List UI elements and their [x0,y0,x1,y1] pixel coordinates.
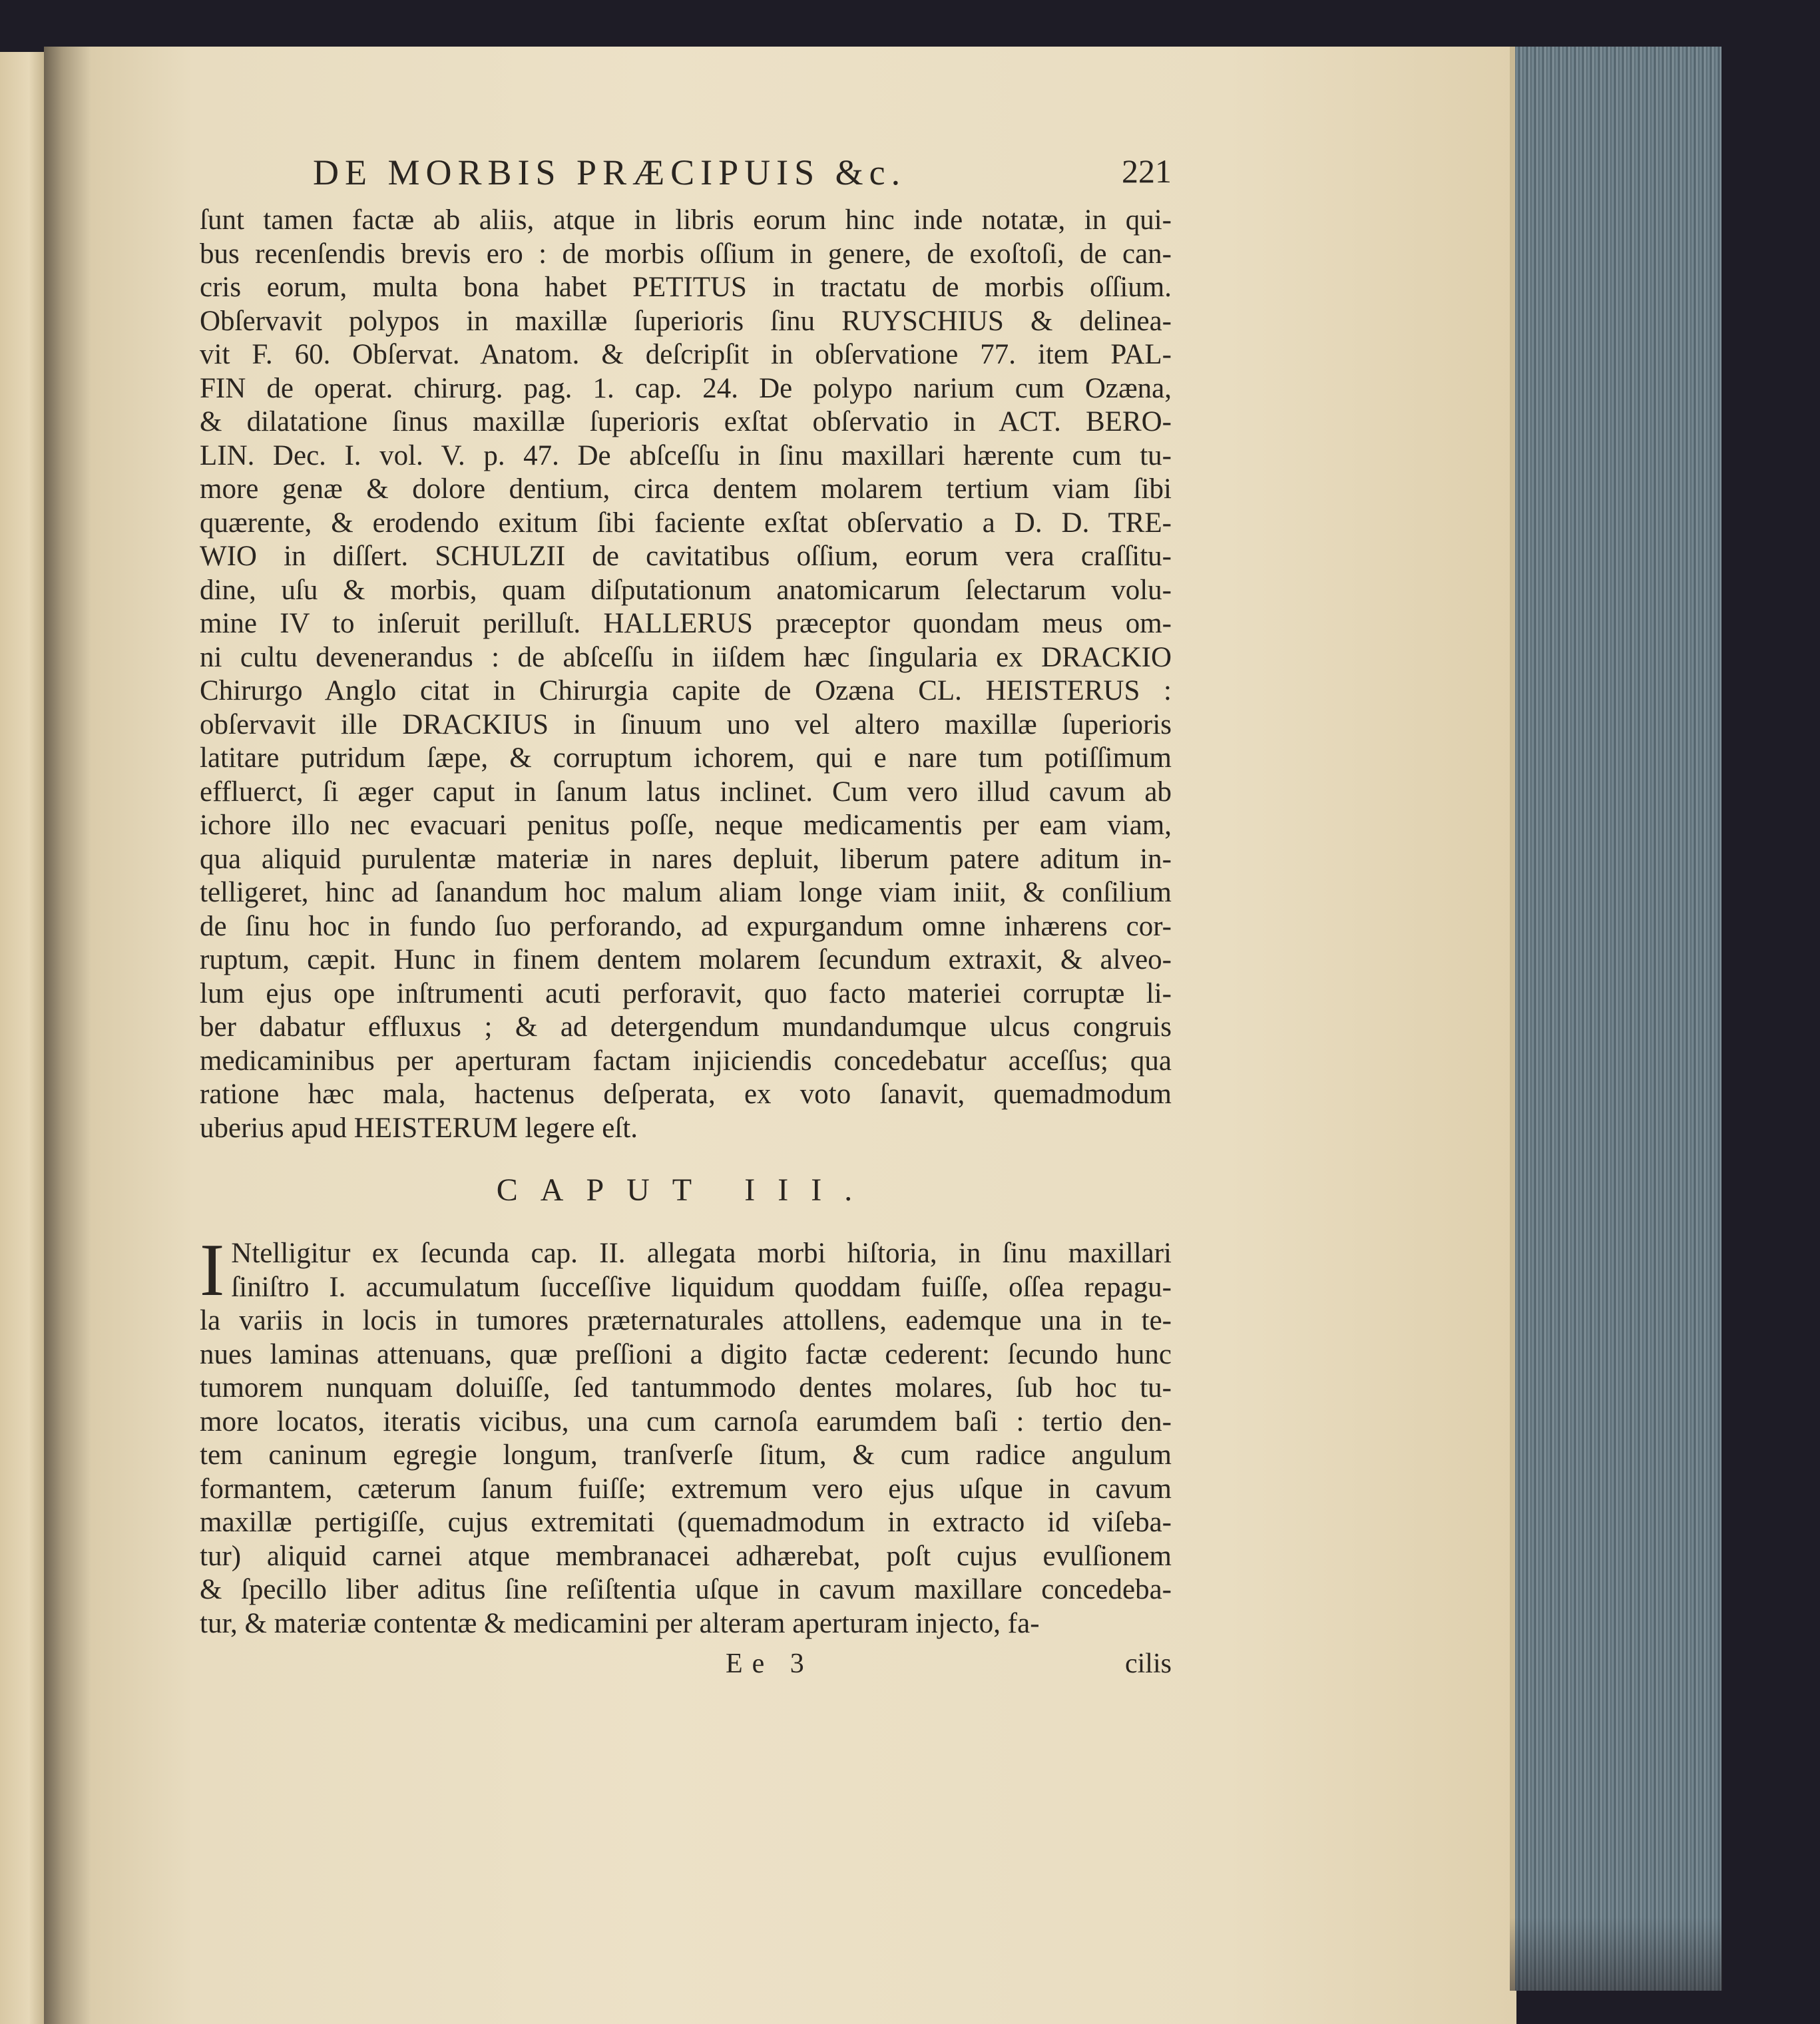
text-line: formantem, cæterum ſanum fuiſſe; extremum vero ejus uſque in cavum [200,1473,1172,1505]
drop-cap: I [200,1229,225,1312]
text-line: effluerct, ſi æger caput in ſanum latus inclinet. Cum vero illud cavum ab [200,776,1172,808]
text-line: maxillæ pertigiſſe, cujus extremitati (quemadmodum in extracto id viſeba- [200,1507,1172,1538]
text-line: ſiniſtro I. accumulatum ſucceſſive liquidum quoddam fuiſſe, oſſea repagu- [231,1271,1172,1303]
text-line: lum ejus ope inſtrumenti acuti perforavit, quo facto materiei corruptæ li- [200,977,1172,1009]
text-line: ruptum, cæpit. Hunc in finem dentem molarem ſecundum extraxit, & alveo- [200,944,1172,975]
chapter-heading: CAPUT III. [496,1172,875,1208]
running-title: DE MORBIS PRÆCIPUIS &c. [313,152,907,192]
text-line: qua aliquid purulentæ materiæ in nares depluit, liberum patere aditum in- [200,843,1172,875]
paragraph-1 [200,204,1172,1145]
text-line: ſunt tamen factæ ab aliis, atque in libris eorum hinc inde notatæ, in qui- [200,204,1172,236]
text-line: latitare putridum ſæpe, & corruptum ichorem, qui e nare tum potiſſimum [200,742,1172,774]
page-number: 221 [1122,152,1172,190]
text-line: FIN de operat. chirurg. pag. 1. cap. 24. De polypo narium cum Ozæna, [200,372,1172,404]
text-line: more locatos, iteratis vicibus, una cum carnoſa earumdem baſi : tertio den- [200,1405,1172,1437]
text-line: more genæ & dolore dentium, circa dentem molarem tertium viam ſibi [200,473,1172,505]
text-line: de ſinu hoc in fundo ſuo perforando, ad expurgandum omne inhærens cor- [200,910,1172,942]
text-line: & ſpecillo liber aditus ſine reſiſtentia uſque in cavum maxillare concedeba- [200,1574,1172,1605]
signature-mark: Ee 3 [726,1648,813,1679]
text-line: ichore illo nec evacuari penitus poſſe, neque medicamentis per eam viam, [200,810,1172,841]
text-line: tur, & materiæ contentæ & medicamini per alteram aperturam injecto, fa- [200,1607,1040,1639]
text-line: WIO in diſſert. SCHULZII de cavitatibus oſſium, eorum vera craſſitu- [200,541,1172,572]
text-line: & dilatatione ſinus maxillæ ſuperioris exſtat obſervatio in ACT. BERO- [200,406,1172,437]
text-line: ni cultu devenerandus : de abſceſſu in iiſdem hæc ſingularia ex DRACKIO [200,641,1172,673]
running-head [313,152,1172,198]
text-line: la variis in locis in tumores præternaturales attollens, eademque una in te- [200,1305,1172,1336]
text-line: LIN. Dec. I. vol. V. p. 47. De abſceſſu in ſinu maxillari hærente cum tu- [200,439,1172,471]
text-line: uberius apud HEISTERUM legere eſt. [200,1112,638,1144]
text-line: ratione hæc mala, hactenus deſperata, ex voto ſanavit, quemadmodum [200,1079,1172,1110]
book-gutter [44,47,91,2024]
catchword: cilis [1125,1648,1172,1679]
text-line: ber dabatur effluxus ; & ad detergendum mundandumque ulcus congruis [200,1011,1172,1043]
text-line: obſervavit ille DRACKIUS in ſinuum uno vel altero maxillæ ſuperioris [200,708,1172,740]
fore-edge-of-leaves [1510,47,1721,1991]
text-line: Chirurgo Anglo citat in Chirurgia capite de Ozæna CL. HEISTERUS : [200,675,1172,706]
text-line: tumorem nunquam doluiſſe, ſed tantummodo dentes molares, ſub hoc tu- [200,1372,1172,1403]
text-line: mine IV to inſeruit perilluſt. HALLERUS præceptor quondam meus om- [200,608,1172,639]
facing-page-edge [0,52,48,2024]
text-line: quærente, & erodendo exitum ſibi faciente exſtat obſervatio a D. D. TRE- [200,507,1172,539]
text-line: Obſervavit polypos in maxillæ ſuperioris ſinu RUYSCHIUS & delinea- [200,305,1172,337]
text-line: cris eorum, multa bona habet PETITUS in tractatu de morbis oſſium. [200,272,1172,303]
text-line: medicaminibus per aperturam factam injiciendis concedebatur acceſſus; qua [200,1045,1172,1077]
text-line: vit F. 60. Obſervat. Anatom. & deſcripſit in obſervatione 77. item PAL- [200,339,1172,370]
text-line: Ntelligitur ex ſecunda cap. II. allegata morbi hiſtoria, in ſinu maxillari [231,1238,1172,1269]
text-line: tur) aliquid carnei atque membranacei adhærebat, poſt cujus evulſionem [200,1540,1172,1572]
text-line: tem caninum egregie longum, tranſverſe ſitum, & cum radice angulum [200,1439,1172,1471]
text-line: bus recenſendis brevis ero : de morbis oſſium in genere, de exoſtoſi, de can- [200,238,1172,270]
text-line: telligeret, hinc ad ſanandum hoc malum aliam longe viam iniit, & conſilium [200,877,1172,908]
page-footer [200,1648,1172,1681]
edge-shadow [1510,1917,1723,1991]
paragraph-2 [200,1229,1172,1641]
text-line: dine, uſu & morbis, quam diſputationum anatomicarum ſelectarum volu- [200,574,1172,606]
text-line: nues laminas attenuans, quæ preſſioni a digito factæ cederent: ſecundo hunc [200,1338,1172,1370]
